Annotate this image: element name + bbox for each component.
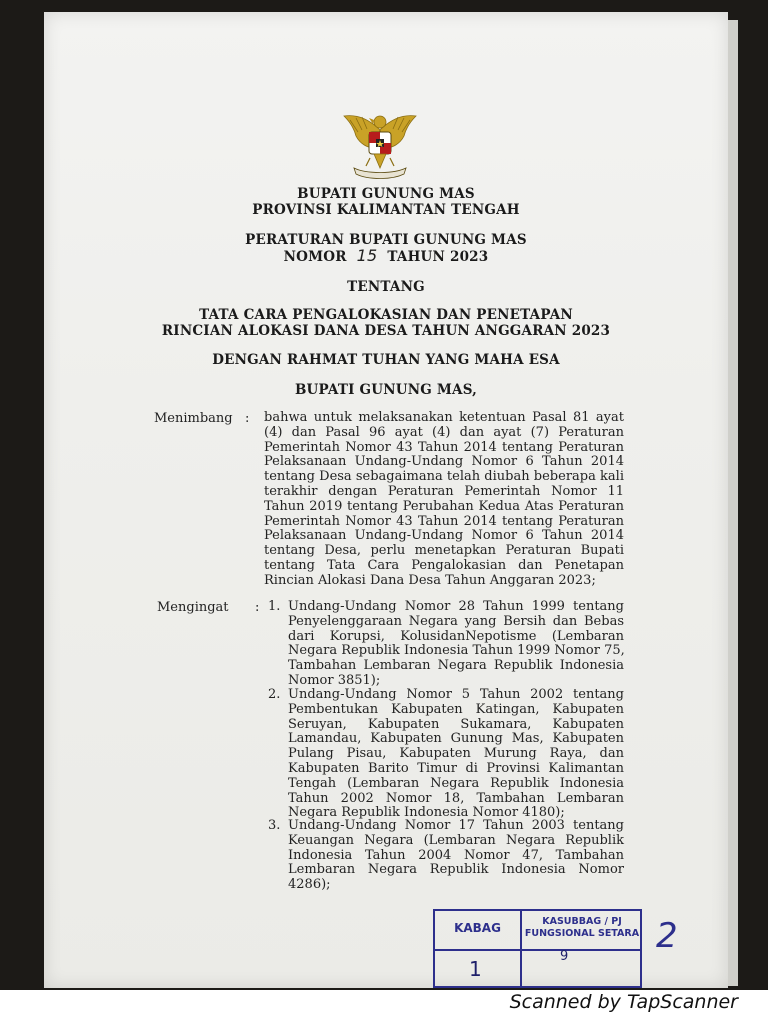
stamp-kabag-header: KABAG xyxy=(454,921,501,935)
tentang-heading: TENTANG xyxy=(347,279,425,295)
stamp-kabag-initial: 1 xyxy=(469,957,482,981)
scanner-watermark: Scanned by TapScanner xyxy=(509,991,738,1013)
mengingat-item-line: Undang-Undang Nomor 28 Tahun 1999 tentang xyxy=(288,599,624,614)
mengingat-item-line: Seruyan, Kabupaten Sukamara, Kabupaten xyxy=(288,716,624,732)
mengingat-item-line: Negara Republik Indonesia Nomor 4180); xyxy=(288,805,565,821)
mengingat-item-line: Indonesia Tahun 2004 Nomor 47, Tambahan xyxy=(288,847,624,863)
mengingat-item-number: 2. xyxy=(268,687,281,702)
mengingat-item-line: Lamandau, Kabupaten Gunung Mas, Kabupaten xyxy=(288,731,624,747)
mengingat-item-line: Penyelenggaraan Negara yang Bersih dan Bebas xyxy=(288,613,624,629)
mengingat-item-text xyxy=(288,688,624,821)
mengingat-item-line: Lembaran Negara Republik Indonesia Nomor xyxy=(288,862,624,878)
menimbang-line: Tahun 2019 tentang Perubahan Kedua Atas Peraturan xyxy=(264,498,624,514)
rahmat-line: DENGAN RAHMAT TUHAN YANG MAHA ESA xyxy=(212,352,560,368)
menimbang-text xyxy=(264,411,624,589)
mengingat-item-line: Negara Republik Indonesia Tahun 1999 Nomor 75, xyxy=(288,643,625,659)
mengingat-label: Mengingat xyxy=(157,600,229,615)
subject-line-2: RINCIAN ALOKASI DANA DESA TAHUN ANGGARAN 2023 xyxy=(161,323,611,339)
mengingat-item-line: Keuangan Negara (Lembaran Negara Republik xyxy=(288,832,624,848)
nomor-prefix: NOMOR xyxy=(283,249,347,265)
stamp-kasubbag-header xyxy=(522,916,642,940)
mengingat-item-line: Nomor 3851); xyxy=(288,672,381,688)
stamp-kasubbag-line1: KASUBBAG / PJ xyxy=(542,916,622,927)
mengingat-item-line: 4286); xyxy=(288,877,331,893)
mengingat-colon: : xyxy=(255,600,260,615)
mengingat-item-text xyxy=(288,600,624,689)
menimbang-line: Rincian Alokasi Dana Desa Tahun Anggaran 2023; xyxy=(264,572,596,588)
mengingat-item-line: Undang-Undang Nomor 17 Tahun 2003 tentang xyxy=(288,818,624,833)
stamp-kasubbag-initial: 9 xyxy=(560,949,569,964)
mengingat-item-text xyxy=(288,819,624,893)
garuda-emblem-icon xyxy=(340,108,420,182)
menimbang-colon: : xyxy=(245,411,250,426)
handwritten-paraf: 2 xyxy=(656,916,678,956)
regulation-number xyxy=(44,248,728,265)
stamp-kasubbag-line2: FUNGSIONAL SETARA xyxy=(524,928,640,939)
mengingat-item-line: Undang-Undang Nomor 5 Tahun 2002 tentang xyxy=(288,687,624,702)
menimbang-line: (4) dan Pasal 96 ayat (4) dan ayat (7) Peraturan xyxy=(264,424,624,440)
mengingat-item-line: Kabupaten Barito Timur di Provinsi Kalimantan xyxy=(288,760,624,776)
nomor-year: TAHUN 2023 xyxy=(387,249,489,265)
menimbang-line: bahwa untuk melaksanakan ketentuan Pasal 81 ayat xyxy=(264,410,624,425)
mengingat-item-number: 1. xyxy=(268,599,281,614)
subject-line-1: TATA CARA PENGALOKASIAN DAN PENETAPAN xyxy=(199,307,573,323)
menimbang-line: tentang Desa sebagaimana telah diubah beberapa kali xyxy=(264,469,624,485)
mengingat-item-line: Tahun 2002 Nomor 18, Tambahan Lembaran xyxy=(288,790,624,806)
mengingat-item-line: Tengah (Lembaran Negara Republik Indonesia xyxy=(288,775,624,791)
mengingat-item-number: 3. xyxy=(268,818,281,833)
menimbang-line: Pelaksanaan Undang-Undang Nomor 6 Tahun 2014 xyxy=(264,528,624,544)
paraf-stamp xyxy=(433,909,642,988)
menimbang-line: tentang Tata Cara Pengalokasian dan Penetapan xyxy=(264,557,624,573)
bupati-line: BUPATI GUNUNG MAS, xyxy=(294,382,478,398)
paper-edge xyxy=(728,20,738,986)
scanner-footer xyxy=(0,990,768,1024)
issuer-title: BUPATI GUNUNG MAS xyxy=(297,186,475,202)
menimbang-line: Pemerintah Nomor 43 Tahun 2014 tentang Peraturan xyxy=(264,513,624,529)
mengingat-item-line: dari Korupsi, KolusidanNepotisme (Lembaran xyxy=(288,628,624,644)
mengingat-item-line: Tambahan Lembaran Negara Republik Indonesia xyxy=(288,658,624,674)
menimbang-line: Pelaksanaan Undang-Undang Nomor 6 Tahun 2014 xyxy=(264,454,624,470)
menimbang-line: Pemerintah Nomor 43 Tahun 2014 tentang Peraturan xyxy=(264,439,624,455)
mengingat-item-line: Pembentukan Kabupaten Katingan, Kabupaten xyxy=(288,701,624,717)
menimbang-line: terakhir dengan Peraturan Pemerintah Nomor 11 xyxy=(264,483,624,499)
stamp-divider xyxy=(435,949,640,951)
mengingat-item-line: Pulang Pisau, Kabupaten Murung Raya, dan xyxy=(288,746,624,762)
issuer-province: PROVINSI KALIMANTAN TENGAH xyxy=(252,202,520,218)
regulation-title: PERATURAN BUPATI GUNUNG MAS xyxy=(245,232,527,248)
nomor-handwritten: 15 xyxy=(356,246,378,265)
menimbang-line: tentang Desa, perlu menetapkan Peraturan Bupati xyxy=(264,543,624,559)
menimbang-label: Menimbang xyxy=(154,411,233,426)
